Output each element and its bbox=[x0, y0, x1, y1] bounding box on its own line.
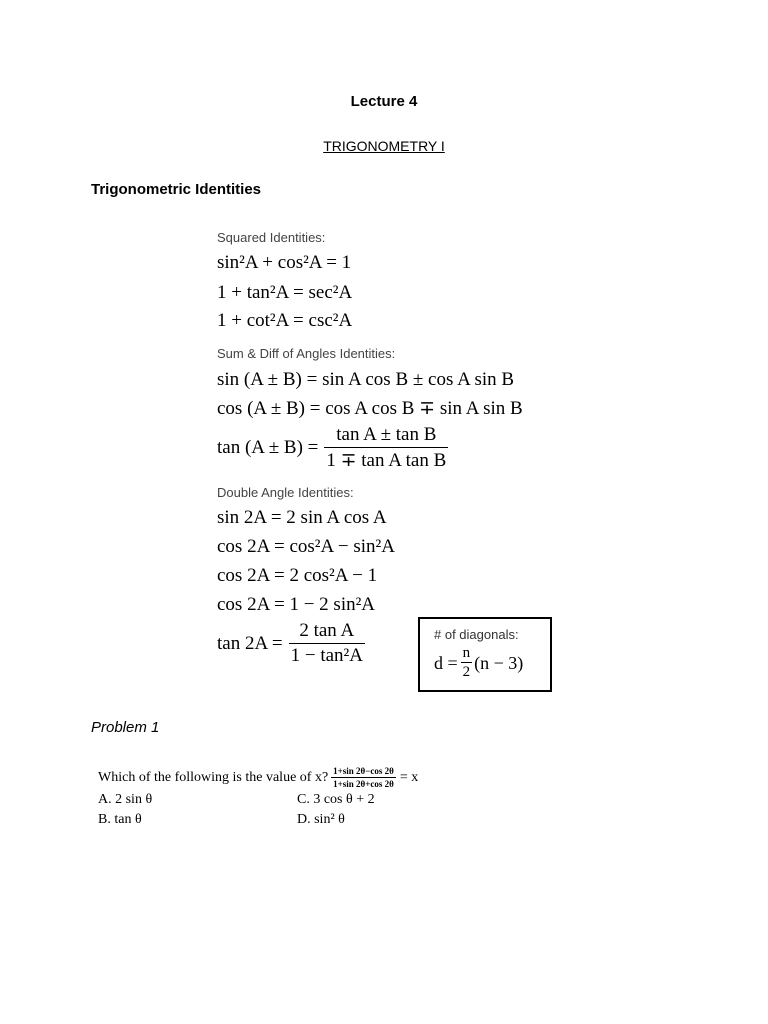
lecture-heading: Lecture 4 bbox=[350, 93, 418, 110]
choice-b: B. tan θ bbox=[98, 812, 142, 827]
double-angle-identity-5 bbox=[217, 620, 365, 667]
diagonals-box bbox=[418, 617, 552, 692]
tan-sum-numerator: tan A ± tan B bbox=[336, 424, 437, 445]
tan-sum-lhs: tan (A ± B) = bbox=[217, 437, 319, 458]
diagonals-numerator: n bbox=[462, 645, 471, 661]
double-angle-identity-2: cos 2A = cos²A − sin²A bbox=[217, 536, 395, 557]
squared-identity-1: sin²A + cos²A = 1 bbox=[217, 252, 352, 273]
sum-diff-identity-1: sin (A ± B) = sin A cos B ± cos A sin B bbox=[217, 369, 515, 390]
topic-heading: TRIGONOMETRY I bbox=[323, 138, 445, 154]
problem-title: Problem 1 bbox=[91, 719, 160, 736]
choice-a: A. 2 sin θ bbox=[98, 792, 153, 807]
squared-identities-label: Squared Identities: bbox=[217, 230, 326, 245]
tan-sum-denominator: 1 ∓ tan A tan B bbox=[324, 447, 448, 472]
question-text: Which of the following is the value of x? bbox=[98, 769, 329, 785]
tan-double-numerator: 2 tan A bbox=[299, 620, 355, 641]
diagonals-denominator: 2 bbox=[462, 664, 471, 680]
diagonals-label: # of diagonals: bbox=[434, 627, 519, 642]
question-numerator: 1+sin 2θ−cos 2θ bbox=[333, 766, 394, 776]
sum-diff-identity-2: cos (A ± B) = cos A cos B ∓ sin A sin B bbox=[217, 398, 523, 419]
double-angle-label: Double Angle Identities: bbox=[217, 485, 354, 500]
question-fraction bbox=[331, 766, 396, 789]
tan-double-lhs: tan 2A = bbox=[217, 632, 283, 654]
sum-diff-identity-3 bbox=[217, 424, 448, 472]
tan-sum-fraction bbox=[324, 424, 448, 472]
problem-question bbox=[98, 766, 418, 789]
question-rhs: = x bbox=[399, 769, 419, 785]
double-angle-identity-1: sin 2A = 2 sin A cos A bbox=[217, 507, 387, 528]
double-angle-identity-3: cos 2A = 2 cos²A − 1 bbox=[217, 565, 378, 586]
diagonals-formula bbox=[434, 645, 523, 681]
diagonals-fraction bbox=[461, 645, 473, 681]
squared-identity-3: 1 + cot²A = csc²A bbox=[217, 310, 353, 331]
choice-d: D. sin² θ bbox=[297, 812, 345, 827]
tan-double-denominator: 1 − tan²A bbox=[290, 645, 363, 666]
double-angle-identity-4: cos 2A = 1 − 2 sin²A bbox=[217, 594, 376, 615]
diagonals-rhs: (n − 3) bbox=[474, 652, 524, 673]
section-heading: Trigonometric Identities bbox=[91, 181, 262, 198]
diagonals-lhs: d = bbox=[434, 652, 458, 673]
squared-identity-2: 1 + tan²A = sec²A bbox=[217, 282, 353, 303]
choice-c: C. 3 cos θ + 2 bbox=[297, 792, 375, 807]
tan-double-fraction bbox=[289, 620, 365, 667]
sum-diff-label: Sum & Diff of Angles Identities: bbox=[217, 346, 396, 361]
question-denominator: 1+sin 2θ+cos 2θ bbox=[333, 779, 394, 789]
